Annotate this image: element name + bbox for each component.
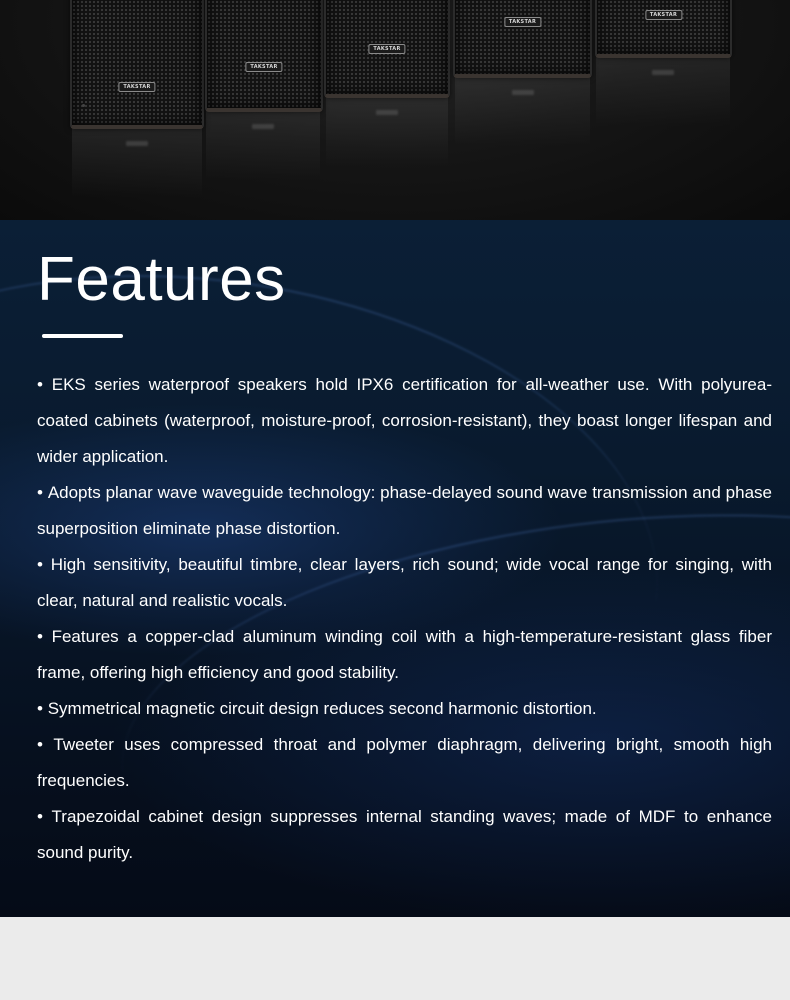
feature-item: • High sensitivity, beautiful timbre, clear layers, rich sound; wide vocal range for singing, with clear, natural and realistic vocals.	[37, 547, 772, 619]
speaker-cabinet	[453, 0, 592, 78]
brand-badge: TAKSTAR	[504, 17, 541, 27]
brand-badge: TAKSTAR	[645, 10, 682, 20]
page-footer-area	[0, 917, 790, 1000]
features-section	[0, 220, 790, 917]
features-title: Features	[37, 245, 286, 314]
product-hero-image	[0, 0, 790, 220]
speaker-cabinet	[70, 0, 204, 129]
feature-item: • Symmetrical magnetic circuit design reduces second harmonic distortion.	[37, 691, 772, 727]
feature-list	[37, 367, 772, 871]
cabinet-screw	[82, 104, 85, 107]
speaker-cabinet	[324, 0, 450, 98]
feature-item: • Trapezoidal cabinet design suppresses internal standing waves; made of MDF to enhance sound purity.	[37, 799, 772, 871]
feature-item: • Tweeter uses compressed throat and polymer diaphragm, delivering bright, smooth high frequencies.	[37, 727, 772, 799]
speaker-cabinet	[595, 0, 732, 58]
brand-badge: TAKSTAR	[245, 62, 282, 72]
speaker-cabinet	[205, 0, 323, 112]
brand-badge: TAKSTAR	[368, 44, 405, 54]
feature-item: • Adopts planar wave waveguide technology: phase-delayed sound wave transmission and phase superposition eliminate phase distortion.	[37, 475, 772, 547]
speaker-reflection	[326, 96, 448, 166]
speaker-reflection	[72, 127, 202, 197]
speaker-reflection	[455, 76, 590, 146]
feature-item: • EKS series waterproof speakers hold IPX6 certification for all-weather use. With polyurea-coated cabinets (waterproof, moisture-proof, corrosion-resistant), they boast longer lifespan and wider application.	[37, 367, 772, 475]
title-underline	[42, 334, 123, 338]
feature-item: • Features a copper-clad aluminum winding coil with a high-temperature-resistant glass fiber frame, offering high efficiency and good stability.	[37, 619, 772, 691]
speaker-reflection	[206, 110, 320, 180]
speaker-reflection	[596, 56, 730, 126]
brand-badge: TAKSTAR	[118, 82, 155, 92]
